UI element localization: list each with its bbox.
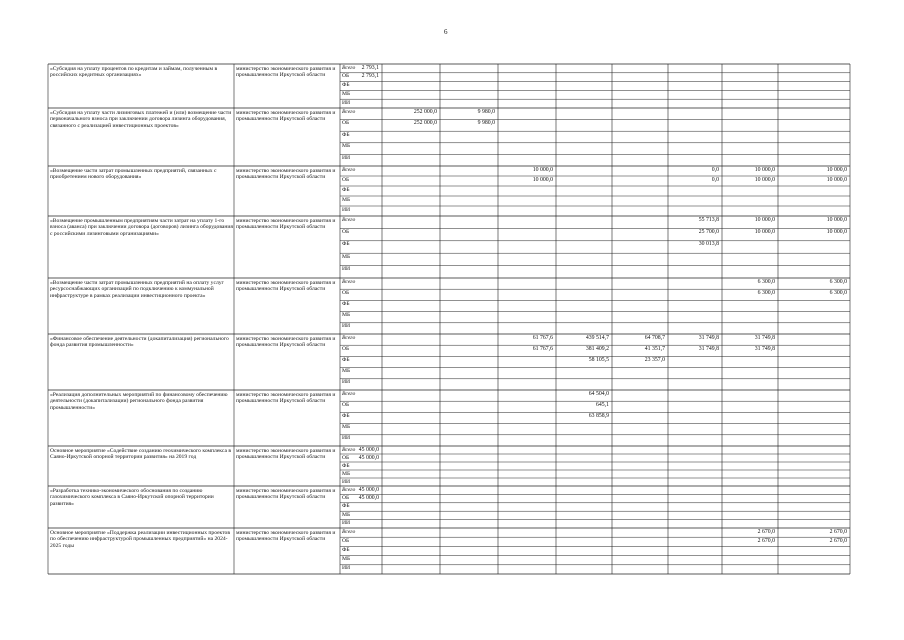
budget-source-label: Всего <box>342 64 356 71</box>
budget-source-label: ИИ <box>342 266 351 273</box>
amount-cell: 10 000,0 <box>754 216 775 223</box>
measure-description: «Разработка технико-экономического обоснования по созданию газохимического комплекса в Саяно-Иркутской опорной территории развития» <box>50 488 214 507</box>
budget-source-label: МБ <box>342 556 351 563</box>
budget-source-label: ОБ <box>342 537 350 544</box>
amount-cell: 63 858,9 <box>588 412 609 419</box>
budget-source-label: Всего <box>342 486 356 493</box>
budget-source-label: ОБ <box>342 176 350 183</box>
budget-source-label: Всего <box>342 446 356 453</box>
amount-cell: 10 000,0 <box>754 176 775 183</box>
budget-source-label: МБ <box>342 90 351 97</box>
measure-description: «Субсидия на уплату части лизинговых платежей и (или) возмещение части первоначального взноса при заключении договора лизинга оборудования, связанного с реализацией инвестиционных проектов» <box>50 110 232 129</box>
budget-source-label: ИИ <box>342 435 351 442</box>
amount-cell: 64 708,7 <box>644 334 665 341</box>
measure-description: «Реализация дополнительных мероприятий по финансовому обеспечению деятельности (докапитализации) регионального фонда развития промышленности» <box>50 392 228 411</box>
budget-source-label: ФБ <box>342 300 350 307</box>
budget-source-label: МБ <box>342 312 351 319</box>
amount-cell: 2 793,1 <box>361 64 379 71</box>
executor-name: министерство экономического развития и промышленности Иркутской области <box>236 280 336 293</box>
budget-source-label: ОБ <box>342 494 350 501</box>
amount-cell: 10 000,0 <box>826 228 847 235</box>
budget-source-label: ФБ <box>342 503 350 510</box>
amount-cell: 23 357,0 <box>644 356 665 363</box>
amount-cell: 6 300,0 <box>829 289 847 296</box>
budget-source-label: ФБ <box>342 356 350 363</box>
budget-source-label: МБ <box>342 368 351 375</box>
amount-cell: 6 300,0 <box>757 278 775 285</box>
executor-name: министерство экономического развития и промышленности Иркутской области <box>236 488 336 501</box>
budget-source-label: МБ <box>342 253 351 260</box>
measure-description: «Субсидия на уплату процентов по кредитам и займам, полученным в российских кредитных организациях» <box>50 66 218 79</box>
budget-source-label: МБ <box>342 424 351 431</box>
executor-name: министерство экономического развития и промышленности Иркутской области <box>236 66 336 79</box>
measure-description: «Финансовое обеспечение деятельности (докапитализация) регионального фонда развития промышленности» <box>50 336 229 349</box>
amount-cell: 0,0 <box>711 166 719 173</box>
measure-description: «Возмещение промышленным предприятиям части затрат на уплату 1-го взноса (аванса) при заключении договора (договоров) лизинга оборудования с российскими лизинговыми организациями» <box>50 218 233 237</box>
amount-cell: 55 713,8 <box>698 216 719 223</box>
budget-source-label: ИИ <box>342 520 351 527</box>
budget-source-label: ИИ <box>342 154 351 161</box>
budget-source-label: Всего <box>342 166 356 173</box>
measure-description: «Возмещение части затрат промышленных предприятий на оплату услуг ресурсоснабжающих организаций по подключению к коммунальной инфраструктуре в рамках реализации инвестиционного проекта» <box>50 280 224 299</box>
amount-cell: 6 300,0 <box>829 278 847 285</box>
budget-source-label: ИИ <box>342 206 351 213</box>
amount-cell: 61 767,6 <box>532 345 553 352</box>
measure-description: Основное мероприятие «Поддержка реализации инвестиционных проектов по обеспечению инфраструктурой промышленных предприятий» на 2024-2025 годы <box>50 530 230 549</box>
amount-cell: 10 000,0 <box>754 228 775 235</box>
amount-cell: 6 300,0 <box>757 289 775 296</box>
amount-cell: 9 980,0 <box>477 108 495 115</box>
budget-source-label: ИИ <box>342 99 351 106</box>
budget-source-label: ОБ <box>342 120 350 127</box>
amount-cell: 41 351,7 <box>644 345 665 352</box>
amount-cell: 2 670,0 <box>829 537 847 544</box>
executor-name: министерство экономического развития и промышленности Иркутской области <box>236 530 336 543</box>
executor-name: министерство экономического развития и промышленности Иркутской области <box>236 218 336 231</box>
budget-source-label: ИИ <box>342 379 351 386</box>
amount-cell: 10 000,0 <box>754 166 775 173</box>
amount-cell: 45 000,0 <box>358 486 379 493</box>
amount-cell: 31 749,8 <box>698 334 719 341</box>
amount-cell: 30 013,8 <box>698 241 719 248</box>
budget-source-label: ИИ <box>342 565 351 572</box>
amount-cell: 10 000,0 <box>826 216 847 223</box>
amount-cell: 25 700,0 <box>698 228 719 235</box>
amount-cell: 64 504,0 <box>588 390 609 397</box>
budget-source-label: Всего <box>342 108 356 115</box>
amount-cell: 2 670,0 <box>829 528 847 535</box>
budget-source-label: Всего <box>342 216 356 223</box>
amount-cell: 10 000,0 <box>826 166 847 173</box>
budget-source-label: ФБ <box>342 82 350 89</box>
amount-cell: 31 749,8 <box>698 345 719 352</box>
amount-cell: 252 000,0 <box>413 108 437 115</box>
amount-cell: 252 000,0 <box>413 120 437 127</box>
amount-cell: 2 670,0 <box>757 528 775 535</box>
amount-cell: 10 000,0 <box>826 176 847 183</box>
amount-cell: 31 749,8 <box>754 334 775 341</box>
budget-source-label: ОБ <box>342 345 350 352</box>
amount-cell: 10 000,0 <box>532 176 553 183</box>
budget-source-label: ФБ <box>342 131 350 138</box>
executor-name: министерство экономического развития и промышленности Иркутской области <box>236 392 336 405</box>
measure-description: «Возмещение части затрат промышленных предприятий, связанных с приобретением нового оборудования» <box>50 168 217 181</box>
budget-source-label: ИИ <box>342 478 351 485</box>
budget-source-label: ФБ <box>342 462 350 469</box>
executor-name: министерство экономического развития и промышленности Иркутской области <box>236 336 336 349</box>
budget-source-label: ОБ <box>342 228 350 235</box>
budget-source-label: ФБ <box>342 546 350 553</box>
budget-source-label: МБ <box>342 470 351 477</box>
budget-source-label: ОБ <box>342 289 350 296</box>
amount-cell: 58 105,5 <box>588 356 609 363</box>
budget-source-label: МБ <box>342 143 351 150</box>
amount-cell: 10 000,0 <box>532 166 553 173</box>
amount-cell: 31 749,8 <box>754 345 775 352</box>
budget-source-label: МБ <box>342 511 351 518</box>
amount-cell: 381 409,2 <box>585 345 609 352</box>
budget-source-label: Всего <box>342 334 356 341</box>
executor-name: министерство экономического развития и промышленности Иркутской области <box>236 168 336 181</box>
page-number: 6 <box>444 28 448 36</box>
amount-cell: 2 793,1 <box>361 73 379 80</box>
budget-source-label: Всего <box>342 278 356 285</box>
executor-name: министерство экономического развития и промышленности Иркутской области <box>236 110 336 123</box>
amount-cell: 439 514,7 <box>585 334 609 341</box>
amount-cell: 645,1 <box>595 401 609 408</box>
amount-cell: 0,0 <box>711 176 719 183</box>
amount-cell: 45 000,0 <box>358 446 379 453</box>
executor-name: министерство экономического развития и промышленности Иркутской области <box>236 448 336 461</box>
budget-source-label: Всего <box>342 528 356 535</box>
budget-source-label: ОБ <box>342 73 350 80</box>
budget-source-label: ОБ <box>342 401 350 408</box>
budget-source-label: ФБ <box>342 186 350 193</box>
measure-description: Основное мероприятие «Содействие созданию геохимического комплекса в Саяно-Иркутской опорной территории развития» на 2019 год <box>50 448 231 461</box>
budget-source-label: ФБ <box>342 412 350 419</box>
budget-source-label: ИИ <box>342 323 351 330</box>
budget-source-label: МБ <box>342 196 351 203</box>
amount-cell: 9 980,0 <box>477 120 495 127</box>
budget-source-label: Всего <box>342 390 356 397</box>
budget-source-label: ФБ <box>342 241 350 248</box>
amount-cell: 45 000,0 <box>358 494 379 501</box>
amount-cell: 61 767,6 <box>532 334 553 341</box>
amount-cell: 2 670,0 <box>757 537 775 544</box>
amount-cell: 45 000,0 <box>358 454 379 461</box>
budget-source-label: ОБ <box>342 454 350 461</box>
